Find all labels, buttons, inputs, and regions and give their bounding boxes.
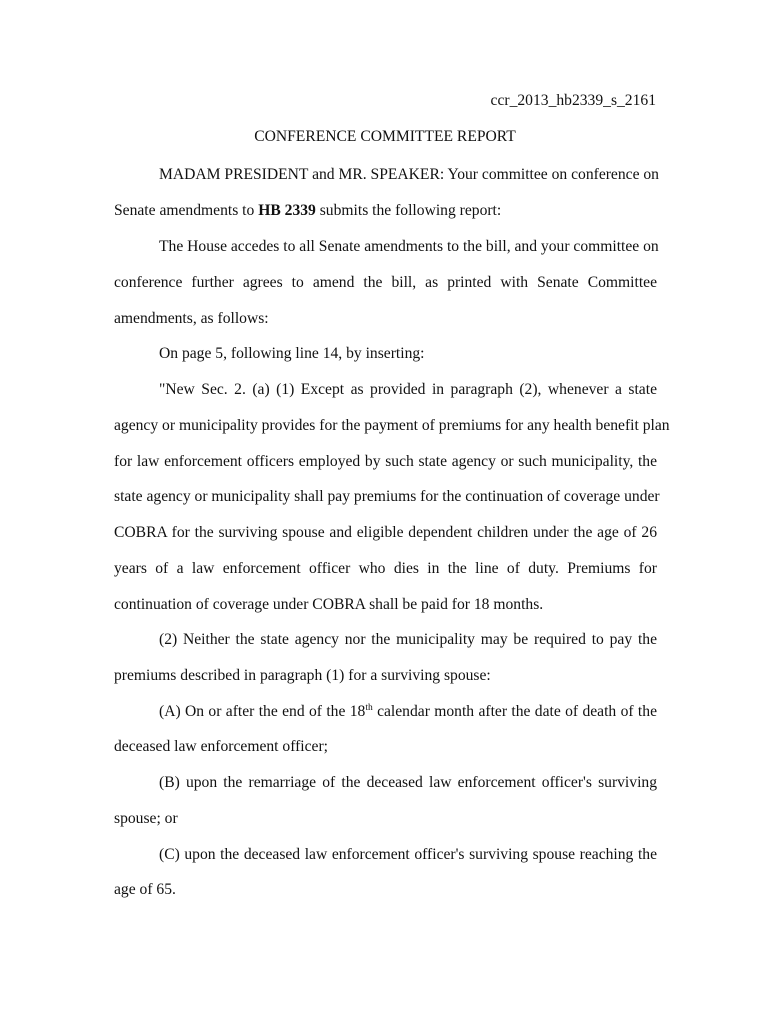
ordinal-suffix: th	[365, 702, 373, 713]
item-a-text-post: calendar month after the date of death of the	[372, 703, 657, 720]
bill-number: HB 2339	[258, 202, 316, 219]
item-a-line-1	[159, 703, 657, 721]
new-sec-line-6: years of a law enforcement officer who dies in the line of duty. Premiums for	[114, 560, 657, 577]
amendment-instruction: On page 5, following line 14, by inserting:	[159, 345, 425, 362]
accede-line-2: conference further agrees to amend the bill, as printed with Senate Committee	[114, 274, 657, 291]
new-sec-line-4: state agency or municipality shall pay premiums for the continuation of coverage under	[114, 488, 660, 505]
report-title: CONFERENCE COMMITTEE REPORT	[254, 128, 516, 145]
document-id: ccr_2013_hb2339_s_2161	[490, 92, 656, 109]
salutation-text-post: submits the following report:	[315, 202, 502, 219]
new-sec-line-7: continuation of coverage under COBRA shall be paid for 18 months.	[114, 596, 544, 613]
accede-line-1: The House accedes to all Senate amendments to the bill, and your committee on	[159, 238, 659, 255]
item-b-line-2: spouse; or	[114, 810, 178, 827]
new-sec-line-2: agency or municipality provides for the payment of premiums for any health benefit plan	[114, 417, 670, 434]
item-b-line-1: (B) upon the remarriage of the deceased law enforcement officer's surviving	[159, 774, 657, 791]
salutation-line-1: MADAM PRESIDENT and MR. SPEAKER: Your committee on conference on	[159, 166, 659, 183]
new-sec-line-1: "New Sec. 2. (a) (1) Except as provided in paragraph (2), whenever a state	[159, 381, 657, 398]
item-c-line-1: (C) upon the deceased law enforcement officer's surviving spouse reaching the	[159, 846, 657, 863]
item-c-line-2: age of 65.	[114, 881, 176, 898]
accede-line-3: amendments, as follows:	[114, 310, 269, 327]
item-a-line-2: deceased law enforcement officer;	[114, 738, 329, 755]
salutation-line-2	[114, 202, 657, 220]
para2-line-2: premiums described in paragraph (1) for a surviving spouse:	[114, 667, 491, 684]
new-sec-line-3: for law enforcement officers employed by such state agency or such municipality, the	[114, 453, 657, 470]
salutation-text-pre: Senate amendments to	[114, 202, 259, 219]
item-a-text-pre: (A) On or after the end of the 18	[159, 703, 366, 720]
new-sec-line-5: COBRA for the surviving spouse and eligible dependent children under the age of 26	[114, 524, 657, 541]
para2-line-1: (2) Neither the state agency nor the municipality may be required to pay the	[159, 631, 657, 648]
